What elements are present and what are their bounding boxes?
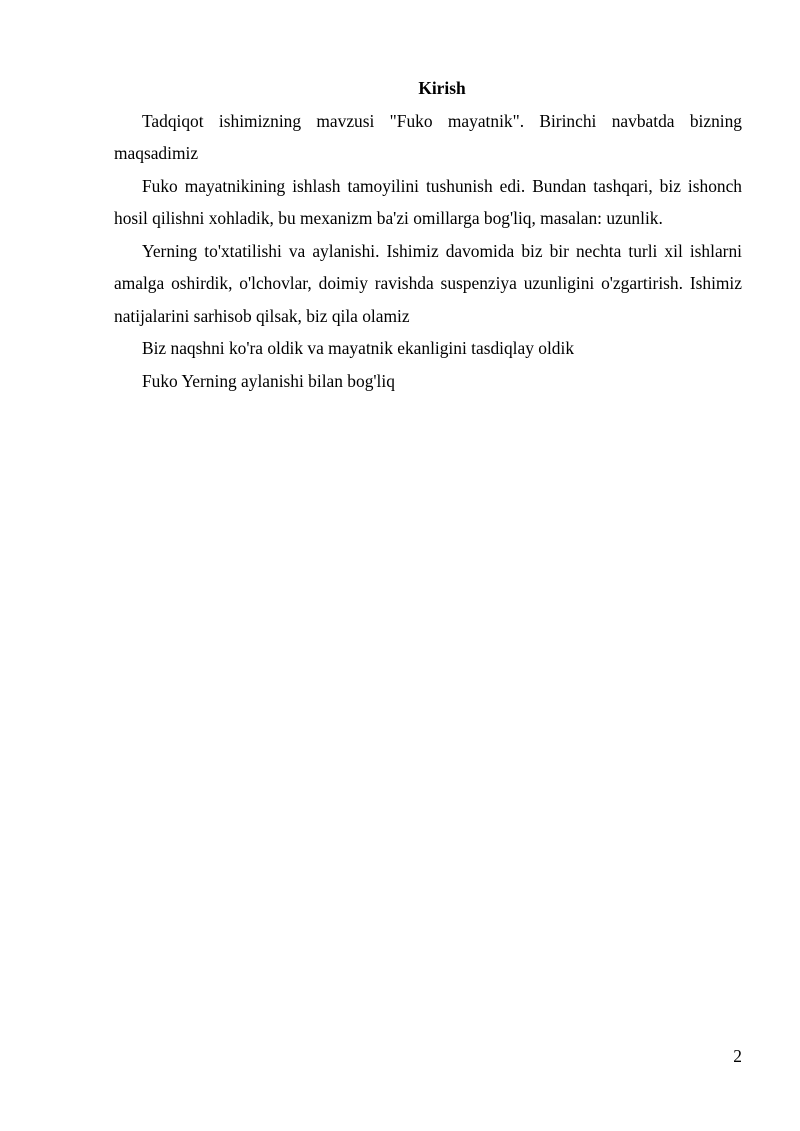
section-title: Kirish (418, 78, 466, 98)
page-number: 2 (733, 1046, 742, 1066)
paragraph-3: Yerning to'xtatilishi va aylanishi. Ishimiz davomida biz bir nechta turli xil ishlarni amalga oshirdik, o'lchovlar, doimiy ravishda suspenziya uzunligini o'zgartirish. Ishimiz natijalarini sarhisob qilsak, biz qila olamiz (114, 240, 742, 326)
paragraph-4: Biz naqshni ko'ra oldik va mayatnik ekanligini tasdiqlay oldik (142, 338, 575, 358)
paragraph-2: Fuko mayatnikining ishlash tamoyilini tushunish edi. Bundan tashqari, biz ishonch hosil qilishni xohladik, bu mexanizm ba'zi omillarga bog'liq, masalan: uzunlik. (114, 175, 742, 228)
paragraph-1: Tadqiqot ishimizning mavzusi "Fuko mayatnik". Birinchi navbatda bizning maqsadimiz (114, 110, 742, 163)
page-content (114, 72, 742, 397)
paragraph-5: Fuko Yerning aylanishi bilan bog'liq (142, 370, 395, 391)
